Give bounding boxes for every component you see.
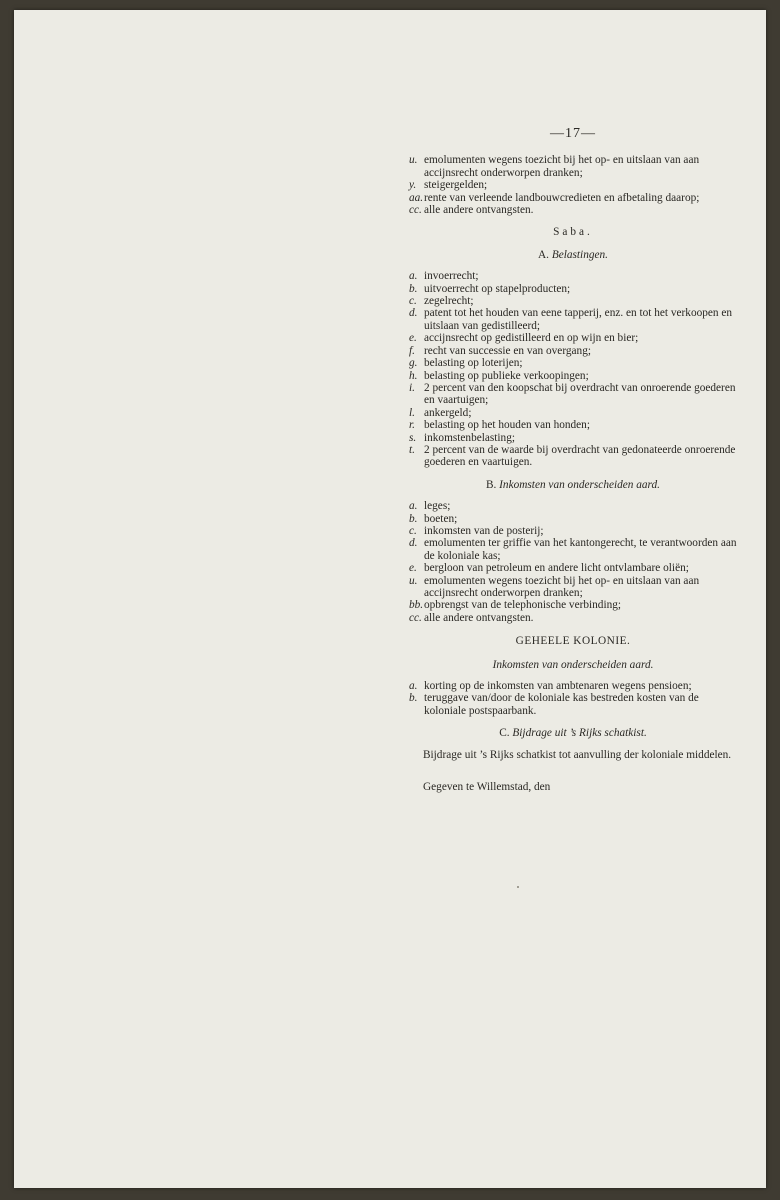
section-b-heading [409, 479, 737, 491]
list-item [409, 154, 737, 179]
document-page [14, 10, 766, 1188]
item-label: cc. [409, 611, 422, 624]
section-b-title: Inkomsten van onderscheiden aard. [499, 478, 661, 491]
item-label: aa. [409, 191, 424, 204]
paper-speck [517, 886, 519, 888]
item-label: b. [409, 692, 418, 705]
item-text: alle andere ontvangsten. [424, 204, 534, 217]
section-c-heading [409, 727, 737, 739]
item-text: belasting op loterijen; [424, 357, 523, 370]
item-label: e. [409, 332, 417, 345]
section-c-text: Bijdrage uit ’s Rijks schatkist tot aanvulling der koloniale middelen. [423, 748, 732, 761]
list-item [409, 513, 737, 525]
item-text: steigergelden; [424, 179, 488, 192]
item-text: boeten; [424, 512, 458, 525]
list-item [409, 575, 737, 600]
item-text: emolumenten ter griffie van het kantongerecht, te verantwoorden aan de koloniale kas; [424, 537, 737, 562]
item-text: inkomstenbelasting; [424, 431, 515, 444]
list-item [409, 562, 737, 574]
item-text: 2 percent van de waarde bij overdracht van gedonateerde onroerende goederen en vaartuigen. [424, 443, 736, 469]
item-label: e. [409, 562, 417, 575]
list-item [409, 307, 737, 332]
item-label: a. [409, 680, 418, 693]
item-label: c. [409, 295, 417, 308]
item-text: invoerrecht; [424, 270, 479, 283]
item-text: korting op de inkomsten van ambtenaren wegens pensioen; [424, 680, 692, 693]
section-c-letter: C. [499, 727, 510, 740]
section-a-letter: A. [538, 248, 549, 261]
list-item [409, 370, 737, 382]
curacao-income-list [409, 154, 737, 216]
item-label: cc. [409, 204, 422, 217]
item-label: h. [409, 369, 418, 382]
list-item [409, 283, 737, 295]
item-text: inkomsten van de posterij; [424, 524, 544, 537]
list-item [409, 612, 737, 624]
item-label: d. [409, 537, 418, 550]
saba-inkomsten-list [409, 500, 737, 624]
list-item [409, 537, 737, 562]
item-text: belasting op het houden van honden; [424, 419, 590, 432]
list-item [409, 204, 737, 216]
list-item [409, 332, 737, 344]
geheele-kolonie-list [409, 680, 737, 717]
item-text: accijnsrecht op gedistilleerd en op wijn en bier; [424, 332, 639, 345]
list-item [409, 444, 737, 469]
saba-belastingen-list [409, 270, 737, 469]
saba-heading: Saba. [553, 226, 593, 239]
list-item [409, 680, 737, 692]
item-label: r. [409, 419, 415, 432]
list-item [409, 382, 737, 407]
list-item [409, 407, 737, 419]
list-item [409, 192, 737, 204]
item-text: opbrengst van de telephonische verbinding; [424, 599, 622, 612]
item-label: y. [409, 179, 417, 192]
item-text: ankergeld; [424, 406, 472, 419]
item-label: l. [409, 406, 415, 419]
item-label: b. [409, 512, 418, 525]
list-item [409, 295, 737, 307]
list-item [409, 419, 737, 431]
item-text: emolumenten wegens toezicht bij het op- en uitslaan van aan accijnsrecht onderworpen dranken; [424, 574, 700, 599]
item-text: alle andere ontvangsten. [424, 611, 534, 624]
item-label: b. [409, 282, 418, 295]
item-label: u. [409, 154, 418, 167]
item-text: belasting op publieke verkoopingen; [424, 369, 589, 382]
section-c-title: Bijdrage uit ’s Rijks schatkist. [512, 727, 647, 740]
list-item [409, 357, 737, 369]
item-text: bergloon van petroleum en andere licht ontvlambare oliën; [424, 562, 689, 575]
section-b-letter: B. [485, 478, 497, 491]
item-text: uitvoerrecht op stapelproducten; [424, 282, 571, 295]
section-a-heading [409, 249, 737, 261]
item-label: d. [409, 307, 418, 320]
item-text: emolumenten wegens toezicht bij het op- en uitslaan van aan accijnsrecht onderworpen dranken; [424, 154, 700, 179]
signature-line: Gegeven te Willemstad, den [423, 781, 551, 794]
item-label: f. [409, 344, 415, 357]
item-label: a. [409, 500, 418, 513]
page-number: —17— [550, 126, 596, 141]
geheele-kolonie-heading: GEHEELE KOLONIE. [515, 635, 631, 648]
item-label: a. [409, 270, 418, 283]
item-label: c. [409, 524, 417, 537]
item-text: leges; [424, 500, 451, 513]
item-label: bb. [409, 599, 424, 612]
geheele-kolonie-subheading: Inkomsten van onderscheiden aard. [492, 658, 654, 671]
section-a-title: Belastingen. [551, 248, 608, 261]
item-label: u. [409, 574, 418, 587]
list-item [409, 345, 737, 357]
item-label: s. [409, 431, 417, 444]
list-item [409, 500, 737, 512]
list-item [409, 270, 737, 282]
item-text: 2 percent van den koopschat bij overdracht van onroerende goederen en vaartuigen; [424, 381, 736, 407]
item-text: recht van successie en van overgang; [424, 344, 591, 357]
item-label: i. [409, 381, 415, 394]
list-item [409, 432, 737, 444]
item-text: zegelrecht; [424, 295, 474, 308]
list-item [409, 692, 737, 717]
list-item [409, 525, 737, 537]
item-text: teruggave van/door de koloniale kas bestreden kosten van de koloniale postspaarbank. [424, 692, 699, 717]
item-text: patent tot het houden van eene tapperij, enz. en tot het verkoopen en uitslaan van gedistilleerd; [424, 307, 733, 332]
item-label: g. [409, 357, 418, 370]
list-item [409, 179, 737, 191]
list-item [409, 599, 737, 611]
text-column [409, 128, 737, 793]
item-label: t. [409, 443, 415, 456]
item-text: rente van verleende landbouwcredieten en afbetaling daarop; [424, 191, 700, 204]
